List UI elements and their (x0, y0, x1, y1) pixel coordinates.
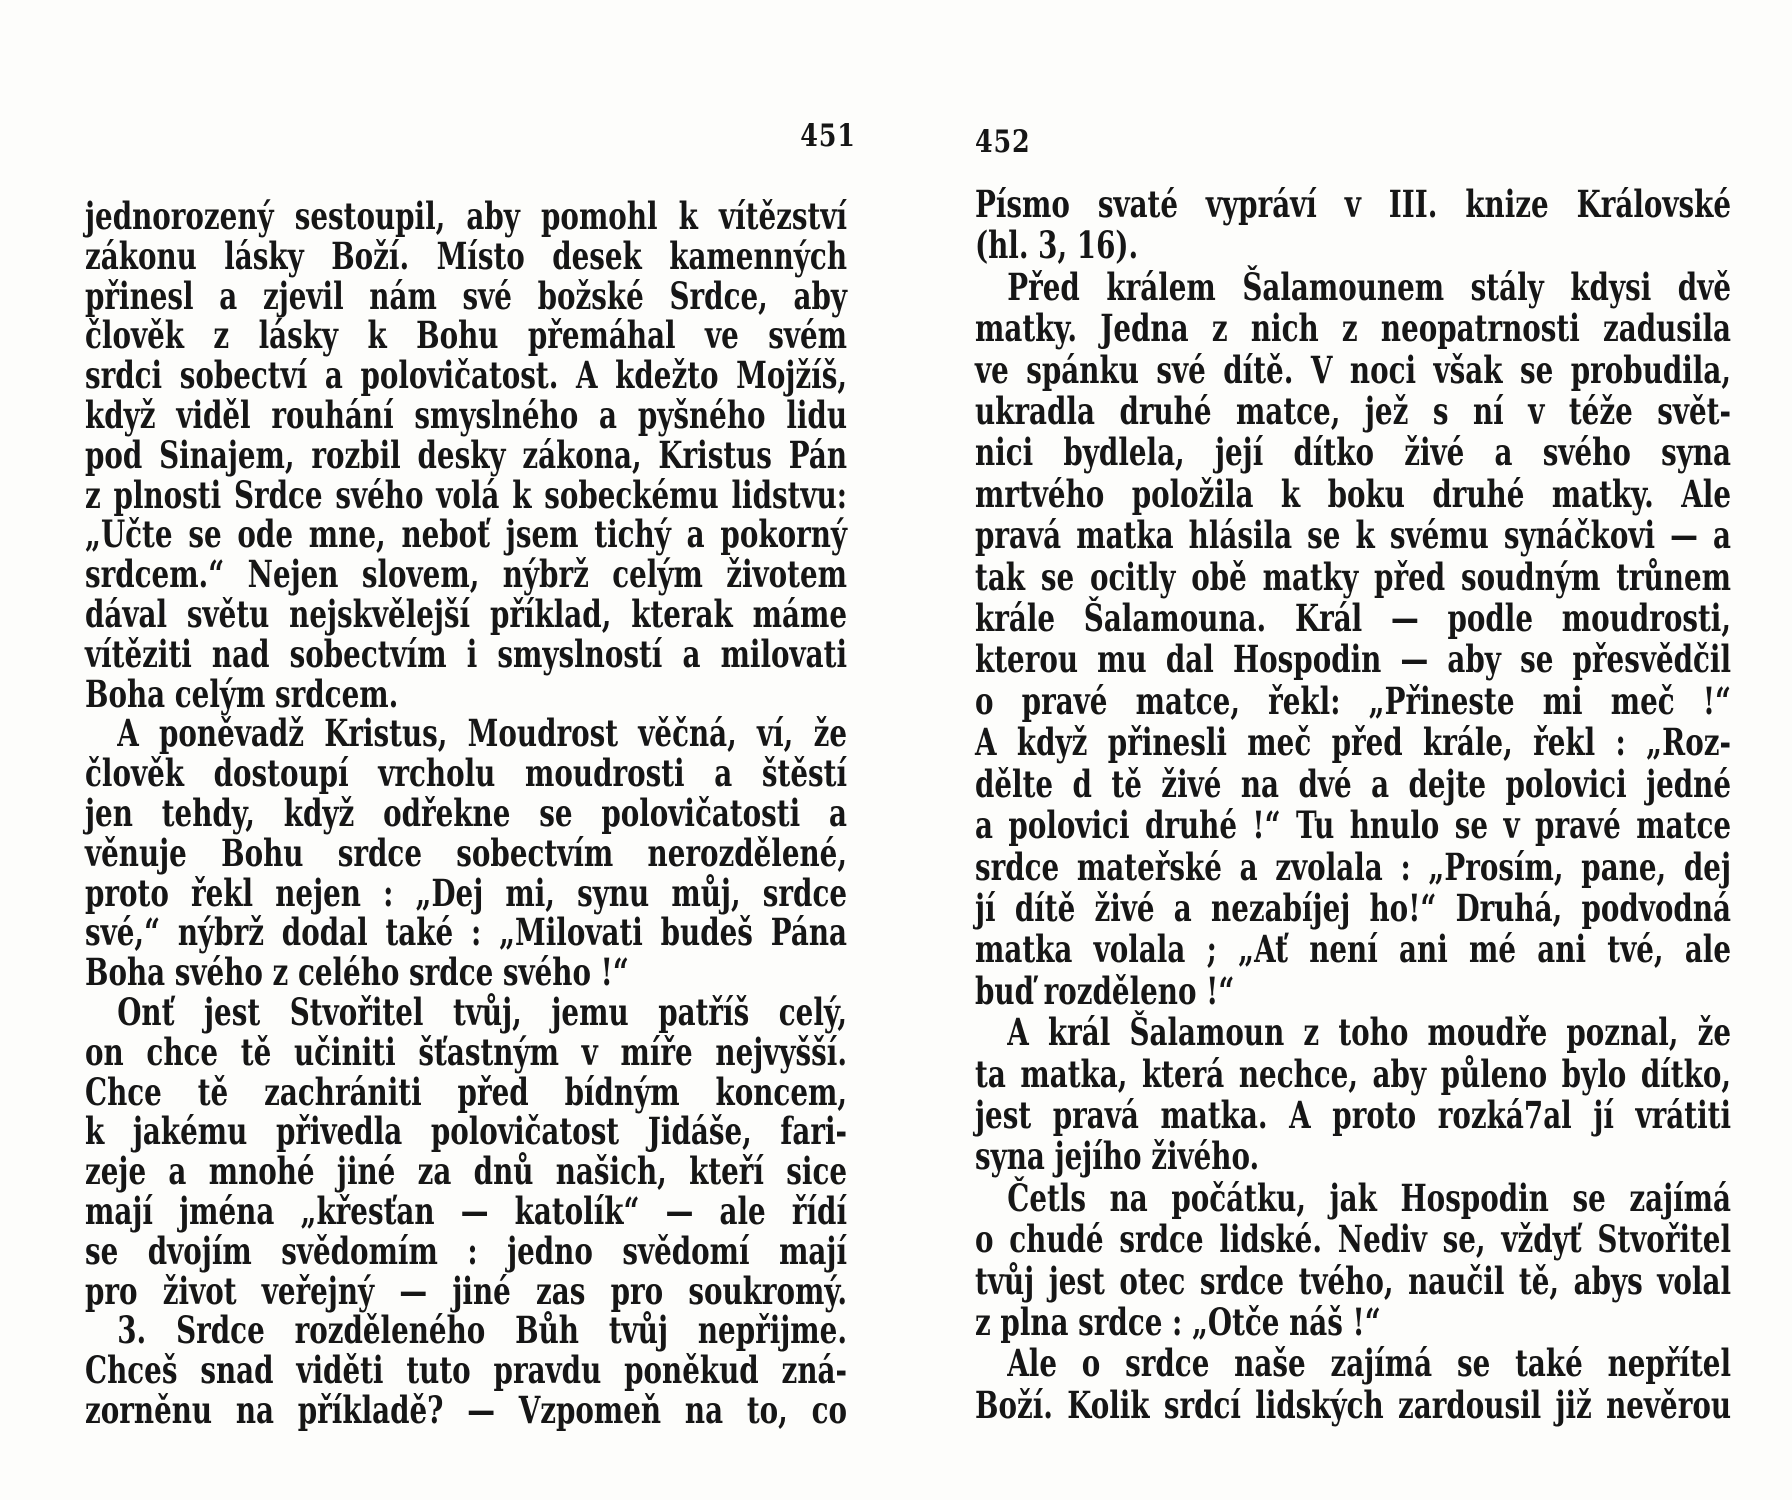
text-line: matka volala ; „Ať není ani mé ani tvé, ale (975, 927, 1731, 972)
text-line: jednorozený sestoupil, aby pomohl k vítězství (85, 194, 847, 238)
text-line: zorněnu na příkladě? — Vzpomeň na to, co (85, 1387, 847, 1432)
text-line: Chce tě zachrániti před bídným koncem, (85, 1069, 847, 1114)
text-line: pravá matka hlásila se k svému synáčkovi — a (975, 513, 1731, 558)
text-line: mrtvého položila k boku druhé matky. Ale (975, 471, 1731, 516)
text-line: Boží. Kolik srdcí lidských zardousil již nevěrou (975, 1382, 1731, 1427)
text-line: A poněvadž Kristus, Moudrost věčná, ví, že (117, 711, 847, 756)
page-number-452: 452 (975, 124, 1031, 160)
text-line: zákonu lásky Boží. Místo desek kamenných (85, 233, 847, 278)
text-line: matky. Jedna z nich z neopatrnosti zadusila (975, 306, 1731, 351)
text-line: syna jejího živého. (975, 1134, 1260, 1179)
text-line: on chce tě učiniti šťastným v míře nejvyšší. (85, 1029, 847, 1074)
text-line: člověk z lásky k Bohu přemáhal ve svém (85, 313, 847, 358)
text-line: A když přinesli meč před krále, řekl : „Roz- (975, 720, 1731, 765)
text-line: srdci sobectví a polovičatost. A kdežto Mojžíš, (85, 353, 847, 398)
page-452-text-column (975, 184, 1731, 1426)
text-line: A král Šalamoun z toho moudře poznal, že (1007, 1010, 1731, 1055)
text-line: pod Sinajem, rozbil desky zákona, Kristus Pán (85, 432, 847, 477)
text-line: buď rozděleno !“ (975, 968, 1235, 1013)
text-line: proto řekl nejen : „Dej mi, synu můj, srdce (85, 870, 847, 915)
text-line: „Učte se ode mne, neboť jsem tichý a pokorný (85, 512, 847, 557)
text-line: krále Šalamouna. Král — podle moudrosti, (975, 596, 1731, 641)
text-line: dělte d tě živé na dvé a dejte polovici jedné (975, 761, 1731, 806)
text-line: se dvojím svědomím : jedno svědomí mají (85, 1228, 847, 1273)
text-line: 3. Srdce rozděleného Bůh tvůj nepřijme. (117, 1308, 847, 1353)
text-line: kterou mu dal Hospodin — aby se přesvědčil (975, 637, 1731, 682)
text-line: pro život veřejný — jiné zas pro soukromý. (85, 1268, 847, 1313)
text-line: srdcem.“ Nejen slovem, nýbrž celým životem (85, 552, 847, 597)
text-line: když viděl rouhání smyslného a pyšného lidu (85, 392, 847, 437)
text-line: věnuje Bohu srdce sobectvím nerozdělené, (85, 830, 847, 875)
text-line: ukradla druhé matce, jež s ní v téže svět- (975, 389, 1731, 434)
text-line: tak se ocitly obě matky před soudným trůnem (975, 554, 1731, 599)
text-line: (hl. 3, 16). (975, 223, 1139, 268)
text-line: vítěziti nad sobectvím i smyslností a milovati (85, 631, 847, 676)
text-line: člověk dostoupí vrcholu moudrosti a štěstí (85, 751, 847, 796)
text-line: ta matka, která nechce, aby půleno bylo dítko, (975, 1051, 1731, 1096)
text-line: o pravé matce, řekl: „Přineste mi meč !“ (975, 678, 1731, 723)
text-line: Četls na počátku, jak Hospodin se zajímá (1007, 1175, 1731, 1220)
text-line: o chudé srdce lidské. Nediv se, vždyť Stvořitel (975, 1217, 1731, 1262)
text-line: jen tehdy, když odřekne se polovičatosti a (85, 790, 847, 835)
text-line: Onť jest Stvořitel tvůj, jemu patříš celý, (117, 989, 847, 1034)
text-line: Boha celým srdcem. (85, 671, 399, 716)
text-line: Ale o srdce naše zajímá se také nepřítel (1007, 1341, 1731, 1386)
text-line: zeje a mnohé jiné za dnů našich, kteří sice (85, 1149, 847, 1194)
text-line: tvůj jest otec srdce tvého, naučil tě, abys volal (975, 1258, 1731, 1303)
text-line: z plna srdce : „Otče náš !“ (975, 1299, 1381, 1344)
text-line: nici bydlela, její dítko živé a svého syna (975, 430, 1731, 475)
text-line: mají jména „křesťan — katolík“ — ale řídí (85, 1188, 847, 1233)
text-line: z plnosti Srdce svého volá k sobeckému lidstvu: (85, 472, 847, 517)
text-line: srdce mateřské a zvolala : „Prosím, pane, dej (975, 844, 1731, 889)
text-line: jí dítě živé a nezabíjej ho!“ Druhá, podvodná (975, 885, 1731, 930)
text-line: Písmo svaté vypráví v III. knize Královské (975, 182, 1731, 226)
text-line: své,“ nýbrž dodal také : „Milovati budeš Pána (85, 910, 847, 955)
page-451-text-column (85, 194, 847, 1432)
text-line: jest pravá matka. A proto rozká7al jí vrátiti (975, 1092, 1731, 1137)
text-line: k jakému přivedla polovičatost Jidáše, fari- (85, 1109, 847, 1154)
text-line: dával světu nejskvělejší příklad, kterak máme (85, 591, 847, 636)
text-line: Chceš snad viděti tuto pravdu poněkud zná- (85, 1348, 847, 1393)
text-line: Před králem Šalamounem stály kdysi dvě (1007, 264, 1731, 309)
text-line: ve spánku své dítě. V noci však se probudila, (975, 347, 1731, 392)
text-line: a polovici druhé !“ Tu hnulo se v pravé matce (975, 803, 1731, 848)
text-line: Boha svého z celého srdce svého !“ (85, 950, 629, 995)
page-number-451: 451 (800, 118, 856, 154)
text-line: přinesl a zjevil nám své božské Srdce, aby (85, 273, 847, 318)
